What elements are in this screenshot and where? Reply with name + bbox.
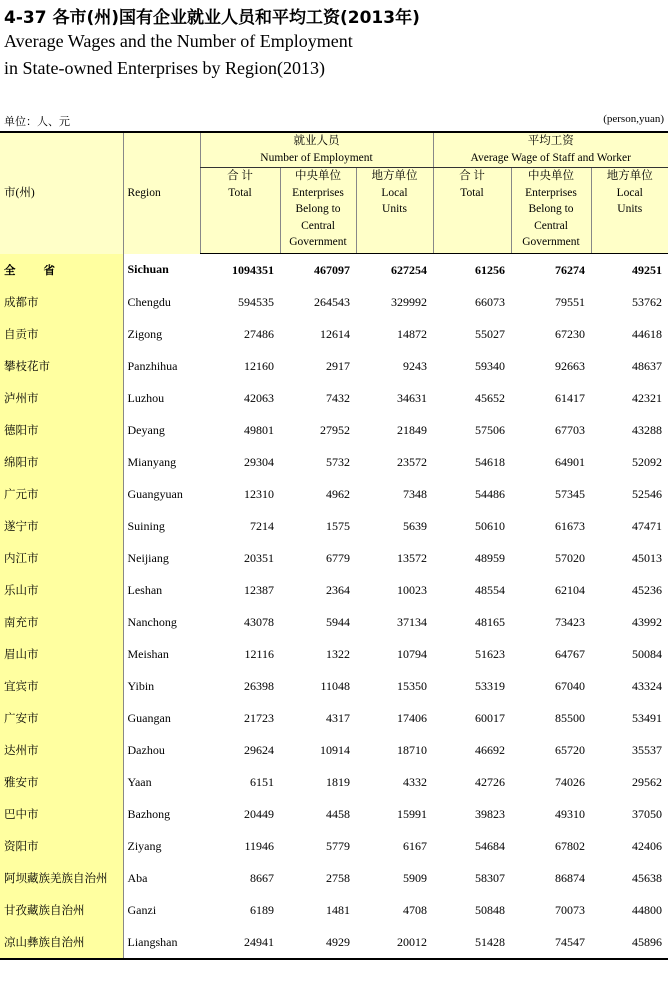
cell-e-local: 9243: [403, 358, 427, 373]
cell-e-central: 4458: [326, 806, 350, 821]
cell-w-central: 79551: [555, 294, 585, 309]
cell-w-total: 61256: [475, 262, 505, 277]
cell-e-local: 7348: [403, 486, 427, 501]
cell-e-total: 26398: [244, 678, 274, 693]
header-region-en: Region: [123, 132, 200, 254]
cell-w-total: 42726: [475, 774, 505, 789]
cell-w-central: 61673: [555, 518, 585, 533]
row-city-cn: 广安市: [0, 702, 123, 734]
header-emp-central-cn: 中央单位: [295, 170, 341, 182]
cell-e-central: 5944: [326, 614, 350, 629]
table-row: [0, 286, 668, 318]
row-region-en: Deyang: [127, 422, 165, 437]
table-row: [0, 926, 668, 959]
header-wage-local-cn: 地方单位: [606, 170, 653, 182]
table-row: [0, 670, 668, 702]
cell-w-total: 57506: [475, 422, 505, 437]
cell-w-local: 37050: [632, 806, 663, 821]
header-wage-total-cn: 合 计: [459, 170, 485, 182]
cell-e-local: 6167: [403, 838, 427, 853]
cell-e-total: 29624: [244, 742, 274, 757]
cell-e-central: 2917: [326, 358, 350, 373]
cell-w-central: 73423: [555, 614, 585, 629]
cell-w-central: 67802: [555, 838, 585, 853]
row-city-cn: 绵阳市: [0, 446, 123, 478]
table-row: [0, 574, 668, 606]
header-city-cn: 市(州): [0, 132, 123, 254]
cell-e-local: 10794: [397, 646, 427, 661]
cell-w-central: 65720: [555, 742, 585, 757]
cell-e-local: 13572: [397, 550, 427, 565]
row-city-cn: 雅安市: [0, 766, 123, 798]
cell-e-local: 23572: [397, 454, 427, 469]
cell-e-local: 20012: [356, 926, 433, 959]
cell-w-total: 45652: [475, 390, 505, 405]
cell-e-central: 10914: [320, 742, 350, 757]
cell-w-total: 54684: [475, 838, 505, 853]
cell-e-total: 43078: [244, 614, 274, 629]
unit-label-chinese: 单位：人、元: [4, 115, 70, 128]
cell-w-local: 53491: [632, 710, 663, 725]
cell-w-local: 52546: [632, 486, 663, 501]
table-row: [0, 638, 668, 670]
cell-w-total: 58307: [475, 870, 505, 885]
cell-e-central: 467097: [314, 262, 350, 277]
cell-w-local: 44800: [632, 902, 663, 917]
cell-w-total: 53319: [475, 678, 505, 693]
header-wage-group: [433, 132, 668, 168]
cell-e-total: 8667: [250, 870, 274, 885]
cell-w-total: 50610: [475, 518, 505, 533]
table-row-total: [0, 254, 668, 287]
cell-w-local: 50084: [632, 646, 663, 661]
cell-e-local: 627254: [391, 262, 427, 277]
cell-w-central: 57345: [555, 486, 585, 501]
cell-e-central: 6779: [326, 550, 350, 565]
row-city-cn: 成都市: [0, 286, 123, 318]
row-city-cn: 内江市: [0, 542, 123, 574]
row-city-cn: 凉山彝族自治州: [0, 926, 123, 959]
cell-w-local: 49251: [632, 262, 663, 277]
page-title-english-line2: in State-owned Enterprises by Region(2013): [4, 58, 325, 78]
cell-w-total: 54486: [475, 486, 505, 501]
cell-w-local: 48637: [632, 358, 663, 373]
cell-w-local: 45236: [632, 582, 663, 597]
table-row: [0, 414, 668, 446]
cell-w-central: 64901: [555, 454, 585, 469]
cell-e-total: 12310: [244, 486, 274, 501]
cell-w-total: 48554: [475, 582, 505, 597]
cell-e-central: 2758: [326, 870, 350, 885]
cell-e-central: 27952: [320, 422, 350, 437]
header-wage-total: [433, 168, 511, 254]
table-row: [0, 606, 668, 638]
row-region-en: Chengdu: [127, 294, 171, 309]
table-row: [0, 382, 668, 414]
cell-w-total: 50848: [475, 902, 505, 917]
row-city-cn: 德阳市: [0, 414, 123, 446]
cell-e-total: 1094351: [232, 262, 274, 277]
cell-e-local: 5909: [403, 870, 427, 885]
cell-w-central: 67703: [555, 422, 585, 437]
cell-w-local: 43288: [632, 422, 663, 437]
cell-w-total: 54618: [475, 454, 505, 469]
cell-e-central: 1819: [326, 774, 350, 789]
row-region-en: Panzhihua: [127, 358, 178, 373]
cell-e-local: 5639: [403, 518, 427, 533]
data-table: [0, 131, 668, 960]
table-row: [0, 478, 668, 510]
row-city-cn: 攀枝花市: [0, 350, 123, 382]
cell-e-local: 21849: [397, 422, 427, 437]
cell-e-total: 7214: [250, 518, 274, 533]
header-wage-cn: 平均工资: [527, 135, 574, 147]
cell-e-total: 12116: [244, 646, 274, 661]
cell-e-central: 5779: [326, 838, 350, 853]
table-row: [0, 446, 668, 478]
cell-w-total: 39823: [475, 806, 505, 821]
header-wage-local-en: Local Units: [616, 186, 643, 215]
cell-w-central: 57020: [555, 550, 585, 565]
table-row: [0, 830, 668, 862]
cell-w-local: 53762: [632, 294, 663, 309]
cell-e-local: 14872: [397, 326, 427, 341]
row-region-en: Yaan: [127, 774, 152, 789]
cell-w-central: 49310: [555, 806, 585, 821]
row-region-en: Yibin: [127, 678, 155, 693]
cell-e-total: 6189: [250, 902, 274, 917]
row-city-cn: 阿坝藏族羌族自治州: [0, 862, 123, 894]
header-emp-total-cn: 合 计: [227, 170, 253, 182]
header-employment-group: [200, 132, 433, 168]
cell-e-total: 29304: [244, 454, 274, 469]
cell-e-central: 4962: [326, 486, 350, 501]
row-city-cn: 南充市: [0, 606, 123, 638]
cell-e-total: 20449: [244, 806, 274, 821]
cell-e-central: 11048: [320, 678, 350, 693]
cell-w-local: 43324: [632, 678, 663, 693]
table-row: [0, 318, 668, 350]
header-emp-central: [280, 168, 356, 254]
row-region-en: Guangyuan: [127, 486, 183, 501]
table-row: [0, 894, 668, 926]
cell-e-central: 264543: [314, 294, 350, 309]
cell-e-total: 11946: [244, 838, 274, 853]
cell-e-total: 21723: [244, 710, 274, 725]
cell-w-local: 45013: [632, 550, 663, 565]
cell-w-total: 46692: [475, 742, 505, 757]
page-title-english-line1: Average Wages and the Number of Employment: [4, 31, 353, 51]
cell-e-local: 17406: [397, 710, 427, 725]
header-emp-total: [200, 168, 280, 254]
table-body: [0, 254, 668, 960]
header-wage-central: [511, 168, 591, 254]
cell-e-total: 6151: [250, 774, 274, 789]
row-region-en: Luzhou: [127, 390, 165, 405]
cell-w-central: 62104: [555, 582, 585, 597]
row-region-en: Leshan: [127, 582, 163, 597]
cell-w-central: 74026: [555, 774, 585, 789]
cell-e-local: 37134: [397, 614, 427, 629]
row-city-cn: 巴中市: [0, 798, 123, 830]
cell-e-total: 594535: [238, 294, 274, 309]
row-region-en: Neijiang: [127, 550, 169, 565]
cell-w-total: 59340: [475, 358, 505, 373]
cell-w-central: 76274: [555, 262, 585, 277]
cell-w-local: 29562: [632, 774, 663, 789]
cell-e-central: 5732: [326, 454, 350, 469]
header-emp-total-en: Total: [228, 186, 252, 199]
row-city-cn: 全 省: [0, 254, 123, 287]
cell-e-local: 329992: [391, 294, 427, 309]
row-region-en: Sichuan: [127, 262, 169, 277]
cell-e-central: 12614: [320, 326, 350, 341]
row-region-en: Mianyang: [127, 454, 177, 469]
cell-e-total: 49801: [244, 422, 274, 437]
row-city-cn: 达州市: [0, 734, 123, 766]
cell-e-central: 4317: [326, 710, 350, 725]
cell-w-central: 86874: [555, 870, 585, 885]
cell-e-local: 15350: [397, 678, 427, 693]
row-city-cn: 泸州市: [0, 382, 123, 414]
cell-w-local: 45638: [632, 870, 663, 885]
row-city-cn: 资阳市: [0, 830, 123, 862]
cell-w-central: 74547: [511, 926, 591, 959]
cell-w-central: 61417: [555, 390, 585, 405]
cell-w-total: 55027: [475, 326, 505, 341]
cell-w-local: 45896: [591, 926, 668, 959]
cell-e-local: 18710: [397, 742, 427, 757]
cell-e-central: 4929: [280, 926, 356, 959]
cell-e-total: 20351: [244, 550, 274, 565]
row-region-en: Bazhong: [127, 806, 171, 821]
header-wage-central-cn: 中央单位: [528, 170, 574, 182]
table-row: [0, 702, 668, 734]
cell-w-local: 43992: [632, 614, 663, 629]
row-region-en: Ziyang: [127, 838, 162, 853]
cell-w-local: 52092: [632, 454, 663, 469]
row-region-en: Suining: [127, 518, 165, 533]
cell-w-total: 51623: [475, 646, 505, 661]
table-row: [0, 350, 668, 382]
cell-e-total: 24941: [200, 926, 280, 959]
cell-e-local: 15991: [397, 806, 427, 821]
cell-w-total: 66073: [475, 294, 505, 309]
cell-w-total: 48959: [475, 550, 505, 565]
row-region-en: Aba: [127, 870, 148, 885]
cell-e-local: 4332: [403, 774, 427, 789]
cell-w-local: 42321: [632, 390, 663, 405]
row-region-en: Ganzi: [127, 902, 157, 917]
header-wage-local: [591, 168, 668, 254]
cell-e-central: 1481: [326, 902, 350, 917]
cell-w-local: 35537: [632, 742, 663, 757]
cell-e-total: 12160: [244, 358, 274, 373]
cell-w-total: 51428: [433, 926, 511, 959]
cell-w-central: 64767: [555, 646, 585, 661]
cell-e-total: 27486: [244, 326, 274, 341]
table-row: [0, 510, 668, 542]
cell-e-central: 2364: [326, 582, 350, 597]
row-region-en: Liangshan: [123, 926, 200, 959]
header-wage-central-en: Enterprises Belong to Central Government: [522, 186, 580, 248]
table-row: [0, 798, 668, 830]
cell-e-total: 12387: [244, 582, 274, 597]
cell-e-total: 42063: [244, 390, 274, 405]
header-employment-en: Number of Employment: [260, 151, 373, 164]
cell-e-central: 7432: [326, 390, 350, 405]
table-row: [0, 766, 668, 798]
row-region-en: Nanchong: [127, 614, 177, 629]
cell-w-local: 44618: [632, 326, 663, 341]
cell-w-central: 67230: [555, 326, 585, 341]
unit-label-english: (person,yuan): [603, 113, 664, 125]
row-region-en: Dazhou: [127, 742, 165, 757]
row-city-cn: 甘孜藏族自治州: [0, 894, 123, 926]
row-city-cn: 广元市: [0, 478, 123, 510]
cell-w-central: 70073: [555, 902, 585, 917]
cell-e-central: 1575: [326, 518, 350, 533]
row-city-cn: 眉山市: [0, 638, 123, 670]
header-emp-central-en: Enterprises Belong to Central Government: [289, 186, 347, 248]
row-city-cn: 遂宁市: [0, 510, 123, 542]
header-emp-local-cn: 地方单位: [371, 170, 418, 182]
row-city-cn: 自贡市: [0, 318, 123, 350]
cell-w-central: 67040: [555, 678, 585, 693]
cell-e-central: 1322: [326, 646, 350, 661]
header-wage-en: Average Wage of Staff and Worker: [470, 151, 631, 164]
header-employment-cn: 就业人员: [293, 135, 340, 147]
table-row: [0, 862, 668, 894]
cell-w-local: 42406: [632, 838, 663, 853]
header-wage-total-en: Total: [460, 186, 484, 199]
row-city-cn: 乐山市: [0, 574, 123, 606]
cell-w-total: 48165: [475, 614, 505, 629]
header-emp-local: [356, 168, 433, 254]
header-emp-local-en: Local Units: [381, 186, 408, 215]
cell-w-central: 85500: [555, 710, 585, 725]
row-region-en: Meishan: [127, 646, 169, 661]
cell-e-local: 10023: [397, 582, 427, 597]
table-row: [0, 734, 668, 766]
cell-e-local: 4708: [403, 902, 427, 917]
row-region-en: Zigong: [127, 326, 163, 341]
cell-w-local: 47471: [632, 518, 663, 533]
cell-e-local: 34631: [397, 390, 427, 405]
table-row: [0, 542, 668, 574]
cell-w-total: 60017: [475, 710, 505, 725]
row-city-cn: 宜宾市: [0, 670, 123, 702]
page-title-chinese: 4-37 各市(州)国有企业就业人员和平均工资(2013年): [4, 8, 420, 28]
cell-w-central: 92663: [555, 358, 585, 373]
row-region-en: Guangan: [127, 710, 171, 725]
